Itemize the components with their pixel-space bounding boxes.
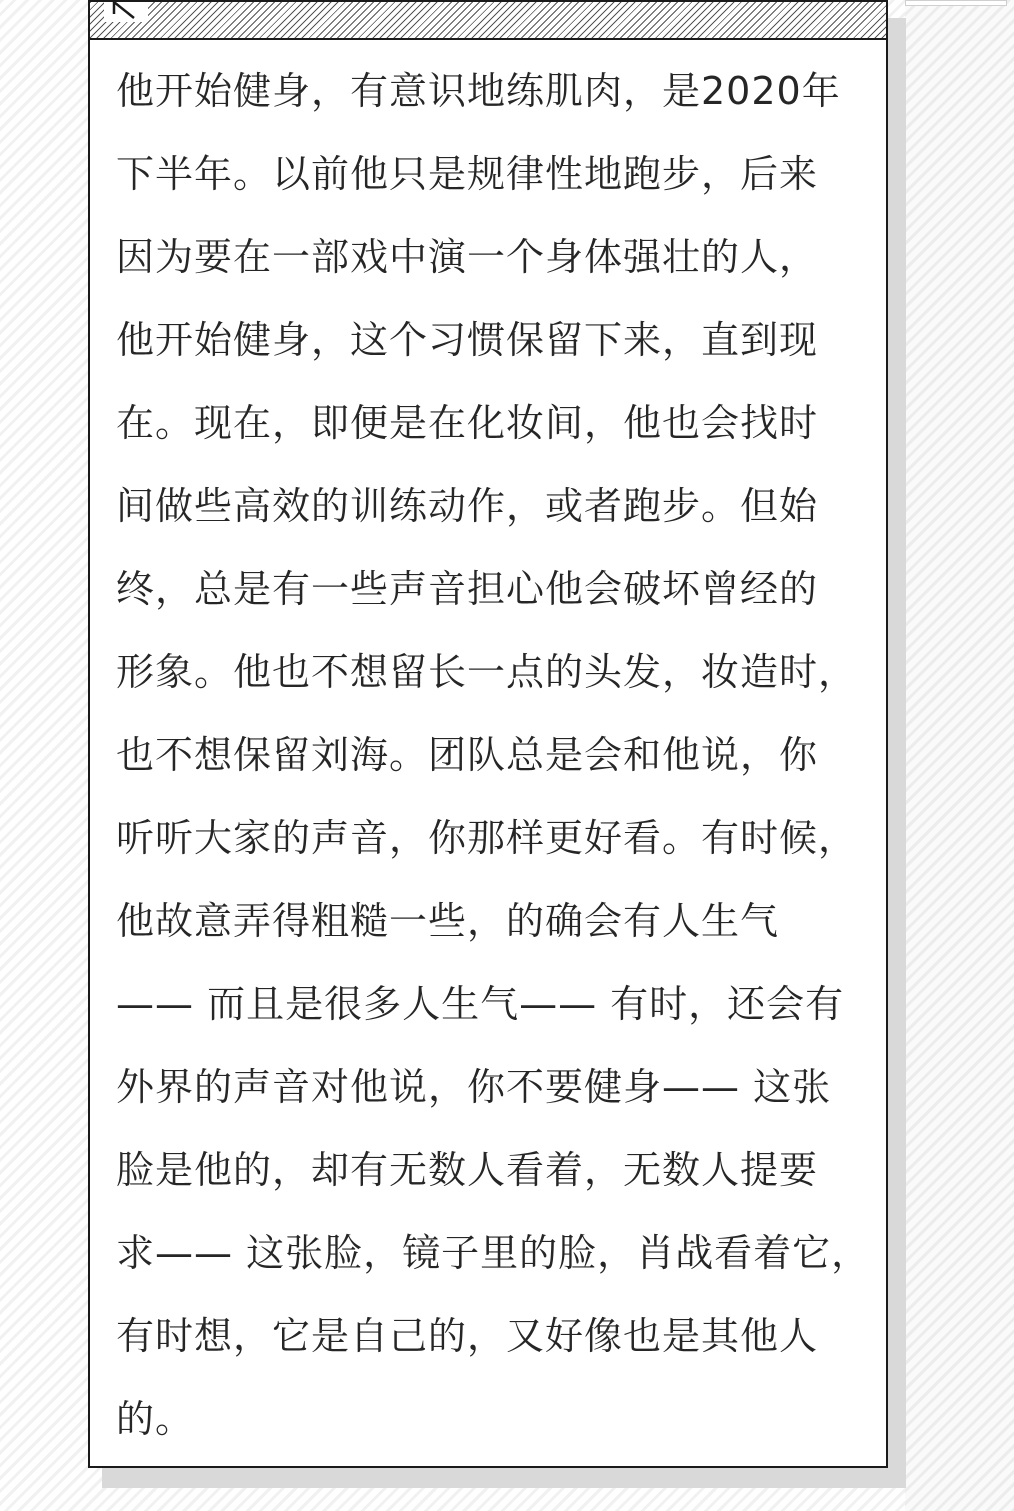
text-line: 他开始健身，这个习惯保留下来，直到现 [116, 318, 819, 362]
text-line: 终，总是有一些声音担心他会破坏曾经的 [116, 567, 819, 611]
text-line: 下半年。以前他只是规律性地跑步，后来 [116, 152, 819, 196]
article-text [116, 50, 876, 1461]
top-right-frame [905, 0, 1007, 6]
article-card [88, 0, 888, 1468]
text-line: 他开始健身，有意识地练肌肉，是2020年 [116, 69, 841, 113]
text-line: 听听大家的声音，你那样更好看。有时候， [116, 816, 858, 860]
text-line: 脸是他的，却有无数人看着，无数人提要 [116, 1148, 819, 1192]
text-line: 间做些高效的训练动作，或者跑步。但始 [116, 484, 819, 528]
corner-arrow-icon [104, 2, 148, 22]
card-header-hatch [90, 2, 886, 40]
text-line: 求—— 这张脸，镜子里的脸，肖战看着它， [116, 1231, 871, 1275]
text-line: 的。 [116, 1397, 195, 1441]
text-line: 在。现在，即便是在化妆间，他也会找时 [116, 401, 819, 445]
text-line: 因为要在一部戏中演一个身体强壮的人， [116, 235, 819, 279]
text-line: 也不想保留刘海。团队总是会和他说，你 [116, 733, 819, 777]
text-line: 有时想，它是自己的，又好像也是其他人 [116, 1314, 819, 1358]
text-line: —— 而且是很多人生气—— 有时，还会有 [116, 982, 845, 1026]
background-strip [905, 0, 1014, 1511]
text-line: 外界的声音对他说，你不要健身—— 这张 [116, 1065, 832, 1109]
text-line: 形象。他也不想留长一点的头发，妆造时， [116, 650, 858, 694]
text-line: 他故意弄得粗糙一些，的确会有人生气 [116, 899, 780, 943]
